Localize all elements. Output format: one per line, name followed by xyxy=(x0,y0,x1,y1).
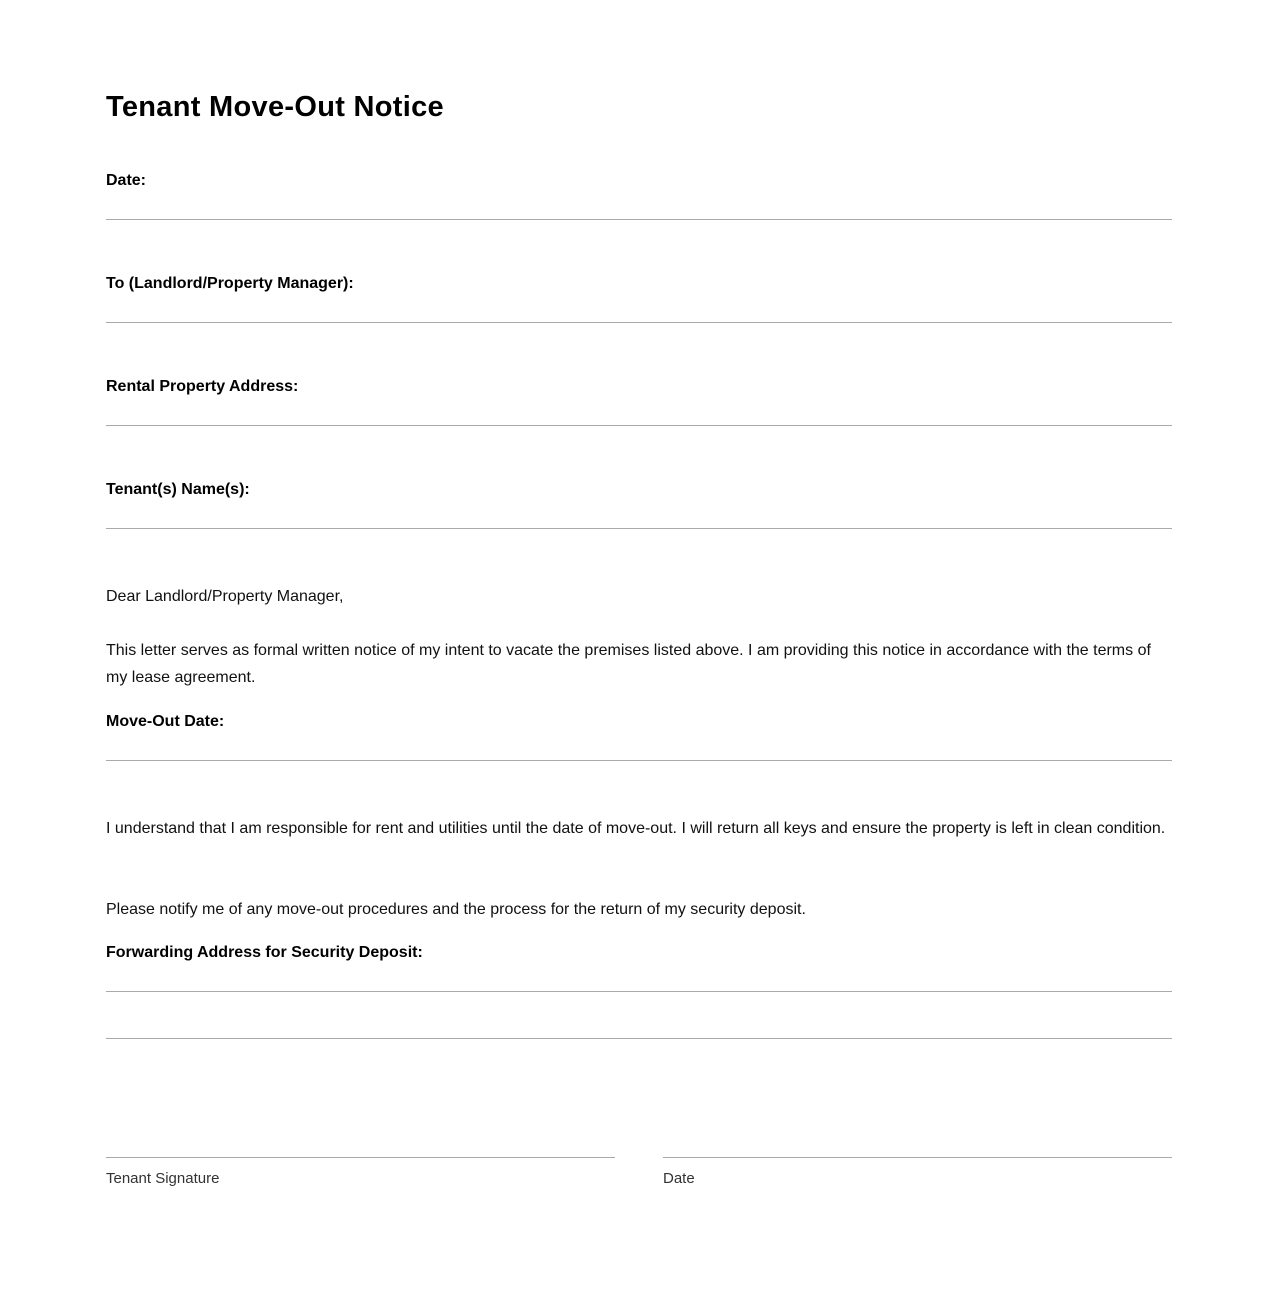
property-address-label: Rental Property Address: xyxy=(106,378,299,395)
landlord-label: To (Landlord/Property Manager): xyxy=(106,275,354,292)
forwarding-address-line-1[interactable] xyxy=(106,991,1172,992)
tenant-signature-line[interactable] xyxy=(106,1157,615,1158)
tenant-signature-label: Tenant Signature xyxy=(106,1170,220,1187)
property-address-field-line[interactable] xyxy=(106,425,1172,426)
salutation: Dear Landlord/Property Manager, xyxy=(106,588,344,605)
document-title: Tenant Move-Out Notice xyxy=(106,91,444,123)
date-field-line[interactable] xyxy=(106,219,1172,220)
tenant-names-label: Tenant(s) Name(s): xyxy=(106,481,250,498)
responsibility-paragraph: I understand that I am responsible for rent and utilities until the date of move-out. I will return all keys and ensure the property is left in clean condition. xyxy=(106,820,1166,837)
signature-date-label: Date xyxy=(663,1170,695,1187)
notice-paragraph: This letter serves as formal written notice of my intent to vacate the premises listed above. I am providing this notice in accordance with the terms of my lease agreement. xyxy=(106,642,1151,686)
landlord-field-line[interactable] xyxy=(106,322,1172,323)
move-out-date-label: Move-Out Date: xyxy=(106,713,225,730)
forwarding-address-line-2[interactable] xyxy=(106,1038,1172,1039)
move-out-date-field-line[interactable] xyxy=(106,760,1172,761)
signature-date-line[interactable] xyxy=(663,1157,1172,1158)
tenant-names-field-line[interactable] xyxy=(106,528,1172,529)
date-label: Date: xyxy=(106,172,147,189)
forwarding-address-label: Forwarding Address for Security Deposit: xyxy=(106,944,423,961)
deposit-request-paragraph: Please notify me of any move-out procedures and the process for the return of my security deposit. xyxy=(106,901,806,918)
